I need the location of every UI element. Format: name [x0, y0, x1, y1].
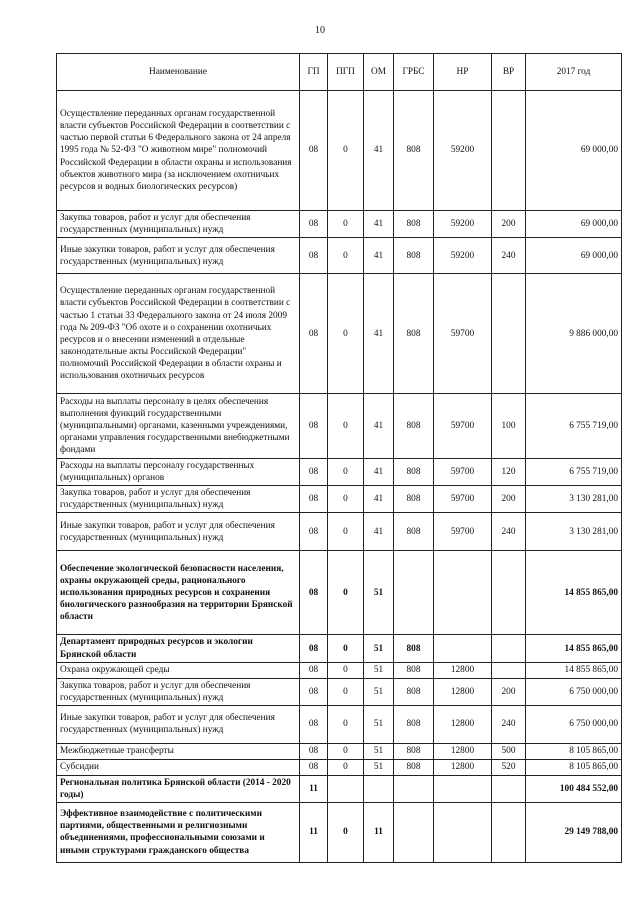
row-om: 41	[364, 513, 394, 551]
row-pgp: 0	[328, 705, 364, 743]
table-row	[57, 551, 622, 635]
row-amount: 6 750 000,00	[526, 678, 622, 705]
header-gp: ГП	[300, 54, 328, 91]
row-amount: 29 149 788,00	[526, 802, 622, 862]
row-pgp: 0	[328, 394, 364, 459]
row-pgp: 0	[328, 238, 364, 274]
row-gp: 08	[300, 486, 328, 513]
row-gp: 08	[300, 91, 328, 211]
row-grbs: 808	[394, 238, 434, 274]
row-om: 41	[364, 238, 394, 274]
row-grbs: 808	[394, 486, 434, 513]
row-name: Иные закупки товаров, работ и услуг для обеспечения государственных (муниципальных) нужд	[57, 238, 300, 274]
row-pgp: 0	[328, 759, 364, 775]
row-gp: 08	[300, 211, 328, 238]
row-pgp: 0	[328, 513, 364, 551]
table-row	[57, 662, 622, 678]
row-vr: 200	[492, 211, 526, 238]
row-nr: 12800	[434, 743, 492, 759]
row-vr	[492, 274, 526, 394]
row-pgp: 0	[328, 662, 364, 678]
table-row	[57, 635, 622, 662]
row-nr	[434, 635, 492, 662]
row-pgp: 0	[328, 551, 364, 635]
row-amount: 100 484 552,00	[526, 775, 622, 802]
row-grbs	[394, 551, 434, 635]
row-amount: 69 000,00	[526, 91, 622, 211]
row-pgp: 0	[328, 635, 364, 662]
row-vr: 240	[492, 238, 526, 274]
row-grbs: 808	[394, 678, 434, 705]
row-nr: 12800	[434, 678, 492, 705]
table-row	[57, 394, 622, 459]
row-pgp: 0	[328, 91, 364, 211]
row-name: Региональная политика Брянской области (2014 - 2020 годы)	[57, 775, 300, 802]
row-name: Межбюджетные трансферты	[57, 743, 300, 759]
row-om: 41	[364, 91, 394, 211]
table-row	[57, 705, 622, 743]
row-nr	[434, 802, 492, 862]
row-amount: 6 755 719,00	[526, 459, 622, 486]
table-row	[57, 459, 622, 486]
row-name: Закупка товаров, работ и услуг для обеспечения государственных (муниципальных) нужд	[57, 678, 300, 705]
row-om	[364, 775, 394, 802]
row-amount: 3 130 281,00	[526, 513, 622, 551]
row-om: 51	[364, 662, 394, 678]
row-om: 51	[364, 678, 394, 705]
row-grbs	[394, 775, 434, 802]
row-om: 41	[364, 211, 394, 238]
row-gp: 08	[300, 635, 328, 662]
row-nr: 59200	[434, 91, 492, 211]
row-gp: 08	[300, 662, 328, 678]
row-nr	[434, 775, 492, 802]
row-om: 51	[364, 635, 394, 662]
row-nr: 59700	[434, 513, 492, 551]
table-row	[57, 238, 622, 274]
row-om: 51	[364, 551, 394, 635]
row-pgp: 0	[328, 274, 364, 394]
row-amount: 69 000,00	[526, 238, 622, 274]
row-gp: 08	[300, 705, 328, 743]
row-name: Субсидии	[57, 759, 300, 775]
row-amount: 9 886 000,00	[526, 274, 622, 394]
row-om: 41	[364, 459, 394, 486]
table-row	[57, 513, 622, 551]
row-amount: 69 000,00	[526, 211, 622, 238]
row-gp: 08	[300, 513, 328, 551]
row-vr: 520	[492, 759, 526, 775]
row-vr	[492, 662, 526, 678]
row-nr: 12800	[434, 759, 492, 775]
row-name: Расходы на выплаты персоналу государственных (муниципальных) органов	[57, 459, 300, 486]
row-om: 51	[364, 705, 394, 743]
table-row	[57, 486, 622, 513]
header-vr: ВР	[492, 54, 526, 91]
row-name: Иные закупки товаров, работ и услуг для обеспечения государственных (муниципальных) нужд	[57, 705, 300, 743]
budget-table	[56, 53, 622, 863]
row-nr: 59700	[434, 394, 492, 459]
row-vr: 500	[492, 743, 526, 759]
row-name: Департамент природных ресурсов и экологии Брянской области	[57, 635, 300, 662]
row-name: Эффективное взаимодействие с политическими партиями, общественными и религиозными объединениями, профессиональными союзами и иными структурами гражданского общества	[57, 802, 300, 862]
row-name: Охрана окружающей среды	[57, 662, 300, 678]
table-row	[57, 91, 622, 211]
row-gp: 08	[300, 238, 328, 274]
row-gp: 08	[300, 551, 328, 635]
row-nr: 59700	[434, 274, 492, 394]
row-grbs: 808	[394, 513, 434, 551]
row-pgp: 0	[328, 743, 364, 759]
row-gp: 11	[300, 802, 328, 862]
row-pgp: 0	[328, 211, 364, 238]
row-gp: 08	[300, 743, 328, 759]
table-row	[57, 678, 622, 705]
row-amount: 6 750 000,00	[526, 705, 622, 743]
row-nr	[434, 551, 492, 635]
row-name: Иные закупки товаров, работ и услуг для обеспечения государственных (муниципальных) нужд	[57, 513, 300, 551]
row-grbs: 808	[394, 91, 434, 211]
row-gp: 08	[300, 678, 328, 705]
table-row	[57, 802, 622, 862]
row-gp: 08	[300, 394, 328, 459]
row-nr: 12800	[434, 662, 492, 678]
row-name: Осуществление переданных органам государственной власти субъектов Российской Федерации в соответствии с частью первой статьи 6 Федерального закона от 24 апреля 1995 года № 52-ФЗ "О животном мире" полномочий Российской Федерации в области охраны и использования объектов животного мира (за исключением охотничьих ресурсов и водных биологических ресурсов)	[57, 91, 300, 211]
row-grbs: 808	[394, 459, 434, 486]
row-grbs: 808	[394, 743, 434, 759]
header-om: ОМ	[364, 54, 394, 91]
row-vr: 240	[492, 513, 526, 551]
header-grbs: ГРБС	[394, 54, 434, 91]
row-vr: 200	[492, 678, 526, 705]
row-nr: 59200	[434, 238, 492, 274]
row-amount: 6 755 719,00	[526, 394, 622, 459]
row-grbs: 808	[394, 705, 434, 743]
row-pgp	[328, 775, 364, 802]
row-vr: 120	[492, 459, 526, 486]
row-grbs: 808	[394, 274, 434, 394]
row-nr: 12800	[434, 705, 492, 743]
row-vr	[492, 635, 526, 662]
header-nr: НР	[434, 54, 492, 91]
row-vr: 200	[492, 486, 526, 513]
row-gp: 08	[300, 274, 328, 394]
row-om: 41	[364, 394, 394, 459]
row-vr	[492, 775, 526, 802]
row-name: Закупка товаров, работ и услуг для обеспечения государственных (муниципальных) нужд	[57, 211, 300, 238]
row-grbs: 808	[394, 211, 434, 238]
table-row	[57, 743, 622, 759]
table-row	[57, 775, 622, 802]
row-vr	[492, 551, 526, 635]
row-nr: 59700	[434, 486, 492, 513]
table-row	[57, 759, 622, 775]
row-amount: 14 855 865,00	[526, 635, 622, 662]
row-name: Закупка товаров, работ и услуг для обеспечения государственных (муниципальных) нужд	[57, 486, 300, 513]
row-pgp: 0	[328, 678, 364, 705]
row-om: 11	[364, 802, 394, 862]
row-vr: 240	[492, 705, 526, 743]
row-grbs: 808	[394, 394, 434, 459]
row-gp: 08	[300, 459, 328, 486]
row-nr: 59700	[434, 459, 492, 486]
header-pgp: ПГП	[328, 54, 364, 91]
row-pgp: 0	[328, 486, 364, 513]
row-grbs: 808	[394, 662, 434, 678]
page-number: 10	[315, 25, 325, 36]
row-grbs: 808	[394, 635, 434, 662]
row-name: Расходы на выплаты персоналу в целях обеспечения выполнения функций государственными (муниципальными) органами, казенными учреждениями, органами управления государственными внебюджетными фондами	[57, 394, 300, 459]
row-amount: 14 855 865,00	[526, 551, 622, 635]
header-name: Наименование	[57, 54, 300, 91]
row-nr: 59200	[434, 211, 492, 238]
row-om: 51	[364, 743, 394, 759]
row-pgp: 0	[328, 459, 364, 486]
header-row	[57, 54, 622, 91]
table-row	[57, 211, 622, 238]
row-pgp: 0	[328, 802, 364, 862]
row-om: 41	[364, 486, 394, 513]
row-grbs	[394, 802, 434, 862]
row-name: Обеспечение экологической безопасности населения, охраны окружающей среды, рационального использования природных ресурсов и сохранения биологического разнообразия на территории Брянской области	[57, 551, 300, 635]
header-2017: 2017 год	[526, 54, 622, 91]
row-grbs: 808	[394, 759, 434, 775]
row-gp: 08	[300, 759, 328, 775]
row-vr	[492, 802, 526, 862]
row-amount: 8 105 865,00	[526, 743, 622, 759]
row-amount: 3 130 281,00	[526, 486, 622, 513]
row-name: Осуществление переданных органам государственной власти субъектов Российской Федерации в соответствии с частью 1 статьи 33 Федерального закона от 24 июля 2009 года № 209-ФЗ "Об охоте и о сохранении охотничьих ресурсов и о внесении изменений в отдельные законодательные акты Российской Федерации" полномочий Российской Федерации в области охраны и использования охотничьих ресурсов	[57, 274, 300, 394]
row-gp: 11	[300, 775, 328, 802]
row-amount: 14 855 865,00	[526, 662, 622, 678]
row-amount: 8 105 865,00	[526, 759, 622, 775]
row-om: 51	[364, 759, 394, 775]
row-om: 41	[364, 274, 394, 394]
row-vr: 100	[492, 394, 526, 459]
table-row	[57, 274, 622, 394]
row-vr	[492, 91, 526, 211]
